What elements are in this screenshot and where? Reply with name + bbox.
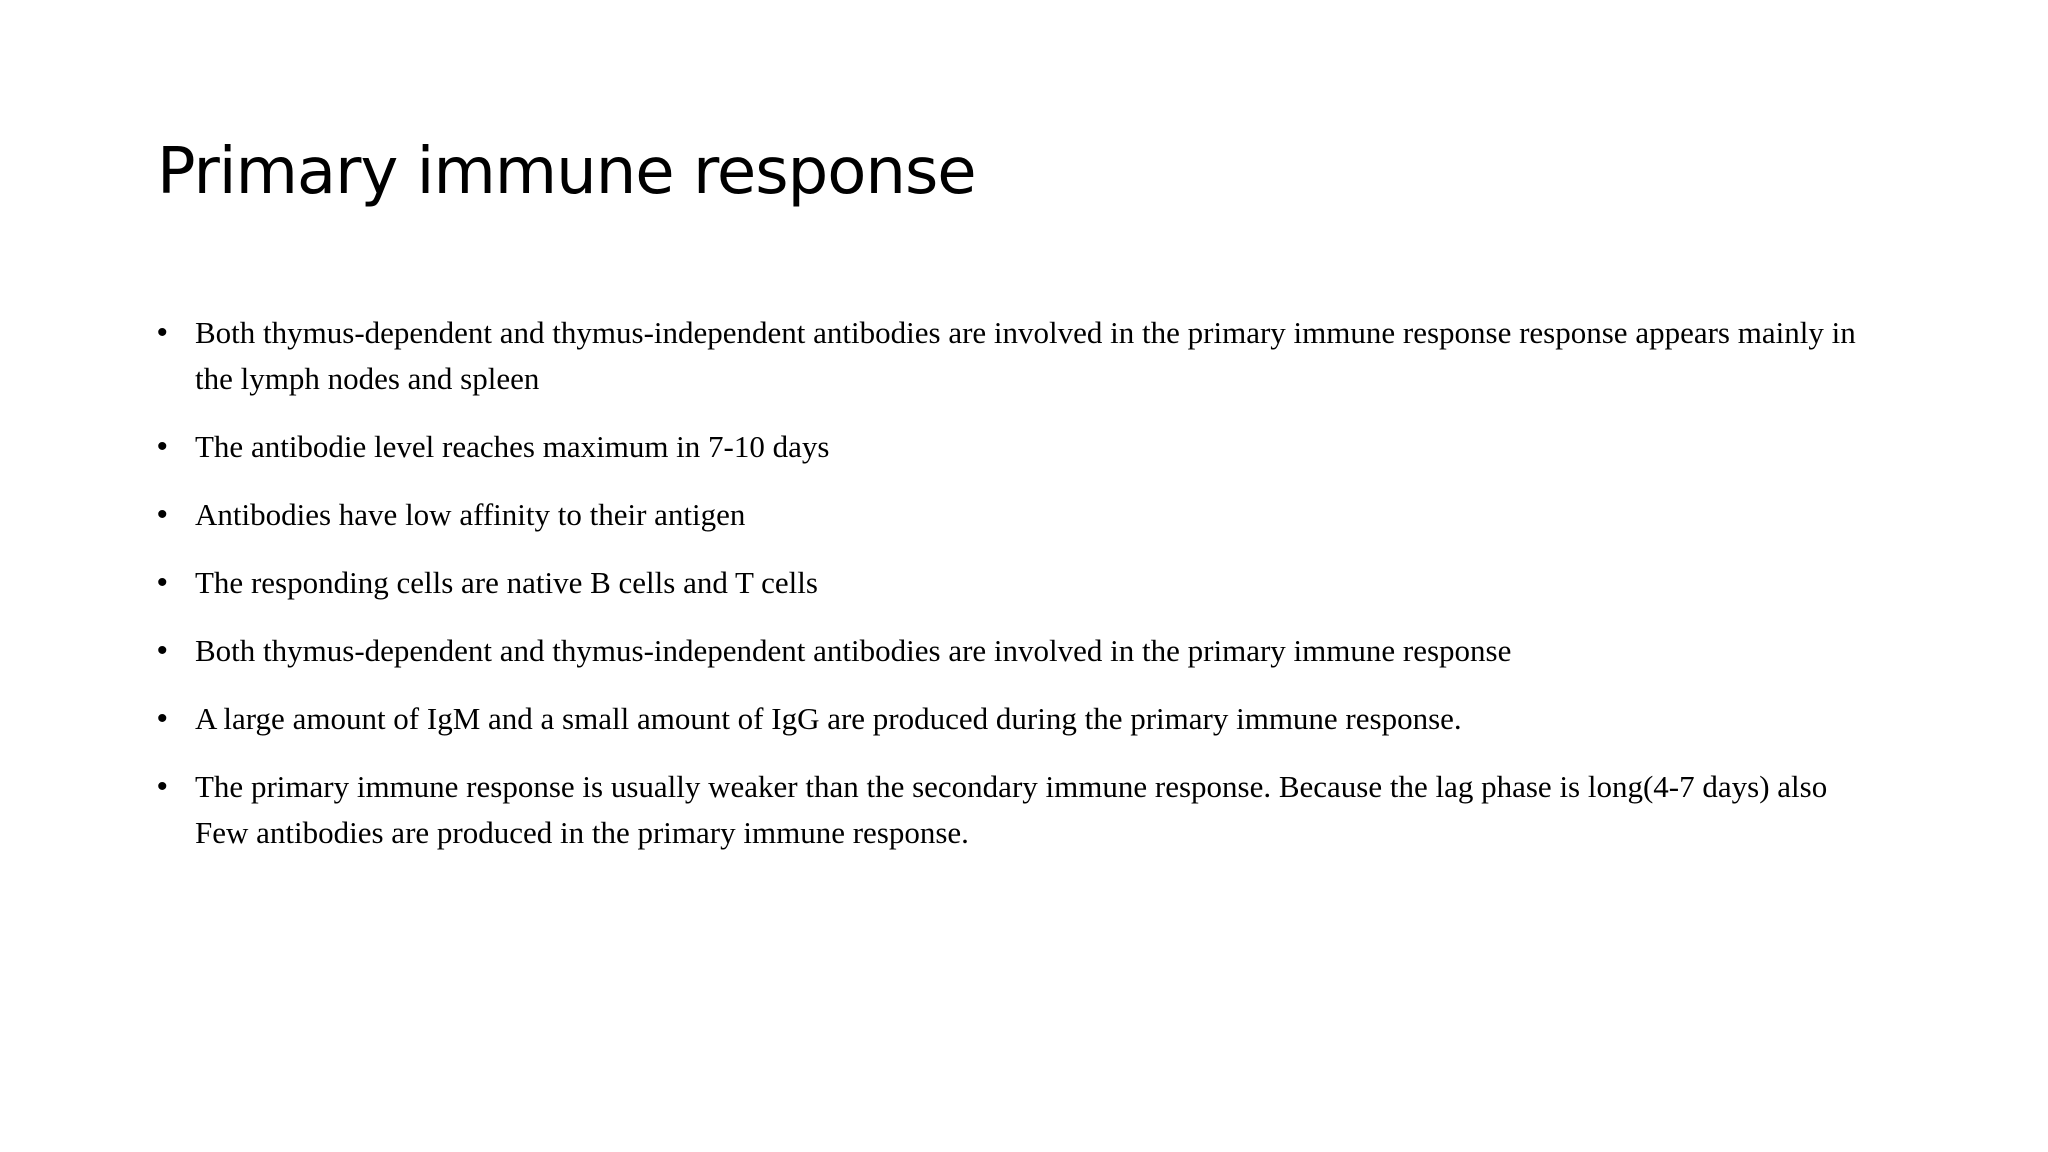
bullet-item [157,492,1877,538]
bullet-text: The antibodie level reaches maximum in 7-10 days [195,429,830,464]
bullet-item [157,764,1877,856]
bullet-icon: • [157,430,168,463]
slide-title: Primary immune response [157,135,976,209]
bullet-list [157,310,1877,878]
bullet-text: Both thymus-dependent and thymus-independent antibodies are involved in the primary immune response response appears mainly in the lymph nodes and spleen [195,315,1856,396]
bullet-icon: • [157,566,168,599]
bullet-text: A large amount of IgM and a small amount of IgG are produced during the primary immune response. [195,701,1462,736]
bullet-item [157,696,1877,742]
bullet-icon: • [157,770,168,803]
bullet-icon: • [157,634,168,667]
bullet-item [157,560,1877,606]
bullet-text: The primary immune response is usually weaker than the secondary immune response. Because the lag phase is long(4-7 days) also Few antibodies are produced in the primary immune response. [195,769,1828,850]
bullet-text: The responding cells are native B cells and T cells [195,565,818,600]
bullet-text: Antibodies have low affinity to their antigen [195,497,746,532]
bullet-icon: • [157,316,168,349]
bullet-icon: • [157,498,168,531]
bullet-item [157,628,1877,674]
bullet-text: Both thymus-dependent and thymus-independent antibodies are involved in the primary immune response [195,633,1512,668]
bullet-item [157,310,1877,402]
bullet-icon: • [157,702,168,735]
bullet-item [157,424,1877,470]
